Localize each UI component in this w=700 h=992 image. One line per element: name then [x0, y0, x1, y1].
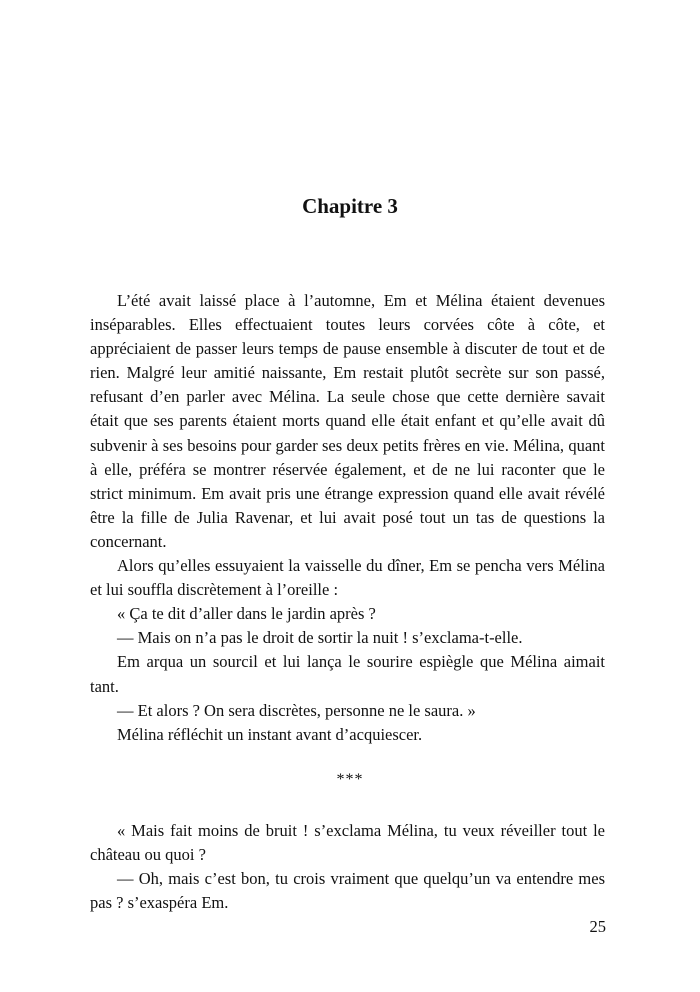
- paragraph: Alors qu’elles essuyaient la vaisselle du dîner, Em se pencha vers Mélina et lui souffla discrètement à l’oreille :: [90, 556, 605, 600]
- section-1: [90, 289, 605, 747]
- dialogue-line: « Ça te dit d’aller dans le jardin après ?: [117, 604, 376, 624]
- dialogue-line: — Mais on n’a pas le droit de sortir la nuit ! s’exclama-t-elle.: [117, 628, 523, 648]
- section-2: [90, 819, 605, 915]
- section-separator: ***: [336, 771, 364, 788]
- paragraph: Em arqua un sourcil et lui lança le sourire espiègle que Mélina aimait tant.: [90, 652, 605, 696]
- paragraph: Mélina réfléchit un instant avant d’acquiescer.: [117, 724, 423, 744]
- paragraph: L’été avait laissé place à l’automne, Em et Mélina étaient devenues inséparables. Elles effectuaient toutes leurs corvées côte à côte, et appréciaient de passer leurs temps de pause ensemble à discuter de tout et de rien. Malgré leur amitié naissante, Em restait plutôt secrète sur son passé, refusant d’en parler avec Mélina. La seule chose que cette dernière savait était que ses parents étaient morts quand elle était enfant et qu’elle avait dû subvenir à ses besoins pour garder ses deux petits frères en vie. Mélina, quant à elle, préféra se montrer réservée également, et de ne lui raconter que le strict minimum. Em avait pris une étrange expression quand elle avait révélé être la fille de Julia Ravenar, et lui avait posé tout un tas de questions la concernant.: [90, 291, 605, 551]
- dialogue-line: « Mais fait moins de bruit ! s’exclama Mélina, tu veux réveiller tout le château ou quoi ?: [90, 821, 605, 865]
- dialogue-line: — Et alors ? On sera discrètes, personne ne le saura. »: [117, 700, 476, 720]
- chapter-title: Chapitre 3: [302, 194, 398, 218]
- dialogue-line: — Oh, mais c’est bon, tu crois vraiment que quelqu’un va entendre mes pas ? s’exaspéra Em.: [90, 869, 605, 913]
- page-number: 25: [589, 917, 606, 936]
